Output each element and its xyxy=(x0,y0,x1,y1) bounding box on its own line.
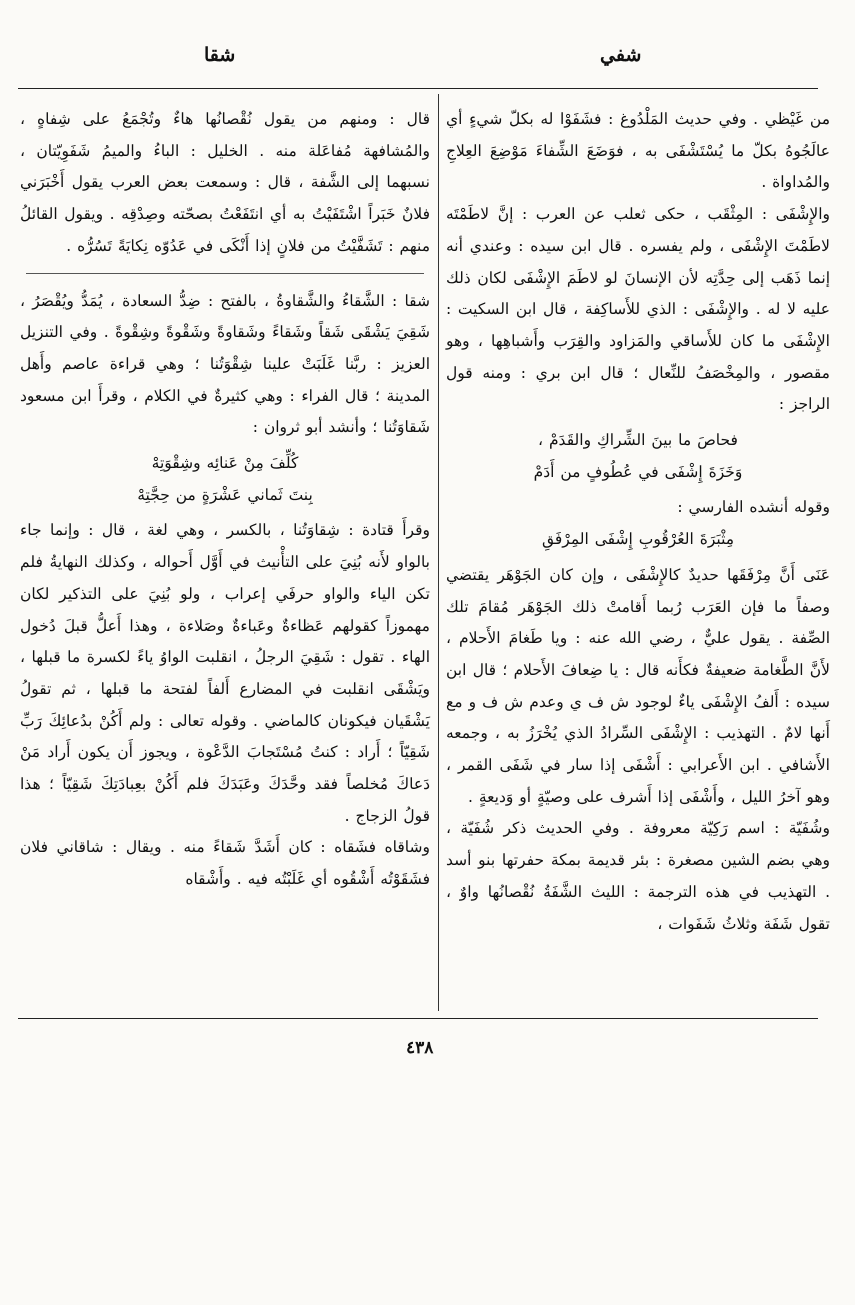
paragraph: وشاقاه فشَقاه : كان أَشَدَّ شَقاءً منه . ويقال : شاقاني فلان فشَقَوْتُه أَشْقُوه أي غَلَبْتُه فيه . وأَشْقاه xyxy=(20,838,430,889)
verse-line: بِنتَ ثَماني عَشْرَةٍ من حِجَّتِهْ xyxy=(137,485,313,504)
bottom-rule xyxy=(18,1018,818,1019)
top-rule xyxy=(18,88,818,89)
column-separator xyxy=(438,94,439,1011)
entry-divider xyxy=(26,273,424,274)
header-entry-left: شقا xyxy=(204,44,236,66)
paragraph: وشُفَيّة : اسم رَكِيّة معروفة . وفي الحديث ذكر شُفَيّة ، وهي بضم الشين مصغرة : بئر قديمة بمكة حفرتها بنو أسد . التهذيب في هذه الترجمة : الليث الشَّفَةُ نُقْصانُها واوٌ ، تقول شَفَة وثلاثُ شَفَوات ، xyxy=(446,819,830,933)
paragraph: قال : ومنهم من يقول نُقْصانُها هاءٌ وتُجْمَعُ على شِفاهٍ ، والمُشافهة مُفاعَلة منه . الخليل : الباءُ والميمُ شَفَوِيّتان ، نسبهما إلى الشَّفة ، قال : وسمعت بعض العرب يقول أَخْبَرَني فلانٌ خَبَراً اشْتَفَيْتُ به أي انتَفَعْتُ بصحّته وصِدْقِه . ويقول القائلُ منهم : تَشَفَّيْتُ من فلانٍ إذا أَنْكَى في عَدُوّه نِكايَةً تَسُرُّه . xyxy=(20,110,430,255)
header-entry-right: شفي xyxy=(600,44,642,66)
verse-line: كُلِّفَ مِنْ عَنائِه وشِقْوَتِهْ xyxy=(151,454,299,473)
page-number: ٤٣٨ xyxy=(406,1038,434,1058)
paragraph: والإِشْفَى : المِثْقَب ، حكى ثعلب عن العرب : إنَّ لاطَمْتَه لاطَمْتَ الإِشْفَى ، ولم يفسره . قال ابن سيده : وعندي أنه إنما ذَهَب إلى حِدَّتِه لأن الإنسانَ لو لاطَمَ الإِشْفَى لكان ذلك عليه لا له . والإِشْفَى : الذي للأَساكِفة ، قال ابن السكيت : الإِشْفَى ما كان للأَساقي والمَزاود والقِرَب وأَشباهِها ، وهو مقصور ، والمِخْصَفُ للنِّعال ؛ قال ابن بري : ومنه قول الراجز : xyxy=(446,205,830,414)
verse-line: وَخَزَةَ إِشْفَى في عُطُوفٍ من أَدَمْ xyxy=(533,462,743,481)
paragraph: عَنَى أَنَّ مِرْفَقَها حديدٌ كالإِشْفَى ، وإن كان الجَوْهَر يقتضي وصفاً ما فإن العَرَب رُبما أَقامتْ ذلك الجَوْهَر مُقامَ تلك الصِّفة . يقول عليٌّ ، رضي الله عنه : ويا طَغامَ الأَحلام ، لأَنَّ الطَّغامة ضعيفةٌ فكأَنه قال : يا ضِعافَ الأَحلام ؛ قال ابن سيده : أَلفُ الإِشْفَى ياءٌ لوجود ش ف ي وعدم ش ف و مع أَنها لامٌ . التهذيب : الإِشْفَى السِّرادُ الذي يُخْرَزُ به ، وجمعه الأَشافي . ابن الأَعرابي : أَشْفَى إذا سار في شَفَى القمر ، وهو آخرُ الليل ، وأَشْفَى إذا أَشرف على وصيّةٍ أو وَديعةٍ . xyxy=(446,565,830,806)
entry-paragraph: شقا : الشَّقاءُ والشَّقاوةُ ، بالفتح : ضِدُّ السعادة ، يُمَدُّ ويُقْصَرُ ، شَقِيَ يَشْقَى شَقاً وشَقاءً وشَقاوةً وشَقْوةً وشِقْوةً . وفي التنزيل العزيز : ربَّنا غَلَبَتْ علينا شِقْوَتُنا ؛ وهي قراءة عاصم وأَهل المدينة ؛ قال الفراء : وهي كثيرةٌ في الكلام ، وقرأَ ابن مسعود شَقاوَتُنا ؛ وأنشد أبو ثروان : xyxy=(20,291,430,437)
left-column xyxy=(20,104,430,896)
paragraph: من غَيْظي . وفي حديث المَلْدُوغ : فشَفَوْا له بكلّ شيءٍ أي عالَجُوهُ بكلّ ما يُسْتَشْفَى به ، فوَضَعَ الشِّفاءَ مَوْضِعَ العِلاجِ والمُداواة . xyxy=(446,110,830,192)
paragraph: وقوله أنشده الفارسي : xyxy=(677,498,830,517)
verse-line: فحاصَ ما بينَ الشِّراكِ والقَدَمْ ، xyxy=(538,431,738,450)
verse-line: مِثْبَرَةَ العُرْقُوبِ إِشْفَى المِرْفَقِ xyxy=(541,530,735,549)
paragraph: وقرأَ قتادة : شِقاوَتُنا ، بالكسر ، وهي لغة ، قال : وإنما جاء بالواو لأَنه بُنِيَ على التأْنيث في أَوَّل أَحواله ، وكذلك النهايةُ فلم تكن الياء والواو حرفَي إعراب ، ولو بُنِيَ على التذكير لكان مهموزاً كقولهم عَظاءةٌ وعَباءةٌ وصَلاءة ، وهذا أَعلُّ قبلَ دُخول الهاء . تقول : شَقِيَ الرجلُ ، انقلبت الواوُ ياءً لكسرة ما قبلها ، ويَشْقَى انقلبت في المضارع أَلفاً لفتحة ما قبلها ، ثم تقولُ يَشْقَيان فيكونان كالماضي . وقوله تعالى : ولم أَكُنْ بدُعائِكَ رَبِّ شَقِيّاً ؛ أَراد : كنتُ مُسْتَجابَ الدَّعْوة ، ويجوز أَن يكون أَراد مَنْ دَعاكَ مُخلصاً فقد وحَّدَكَ وعَبَدَكَ فلم أَكُنْ بعِبادَتِكَ شَقِيّاً ؛ هذا قولُ الزجاج . xyxy=(20,521,430,825)
right-column xyxy=(446,104,830,940)
